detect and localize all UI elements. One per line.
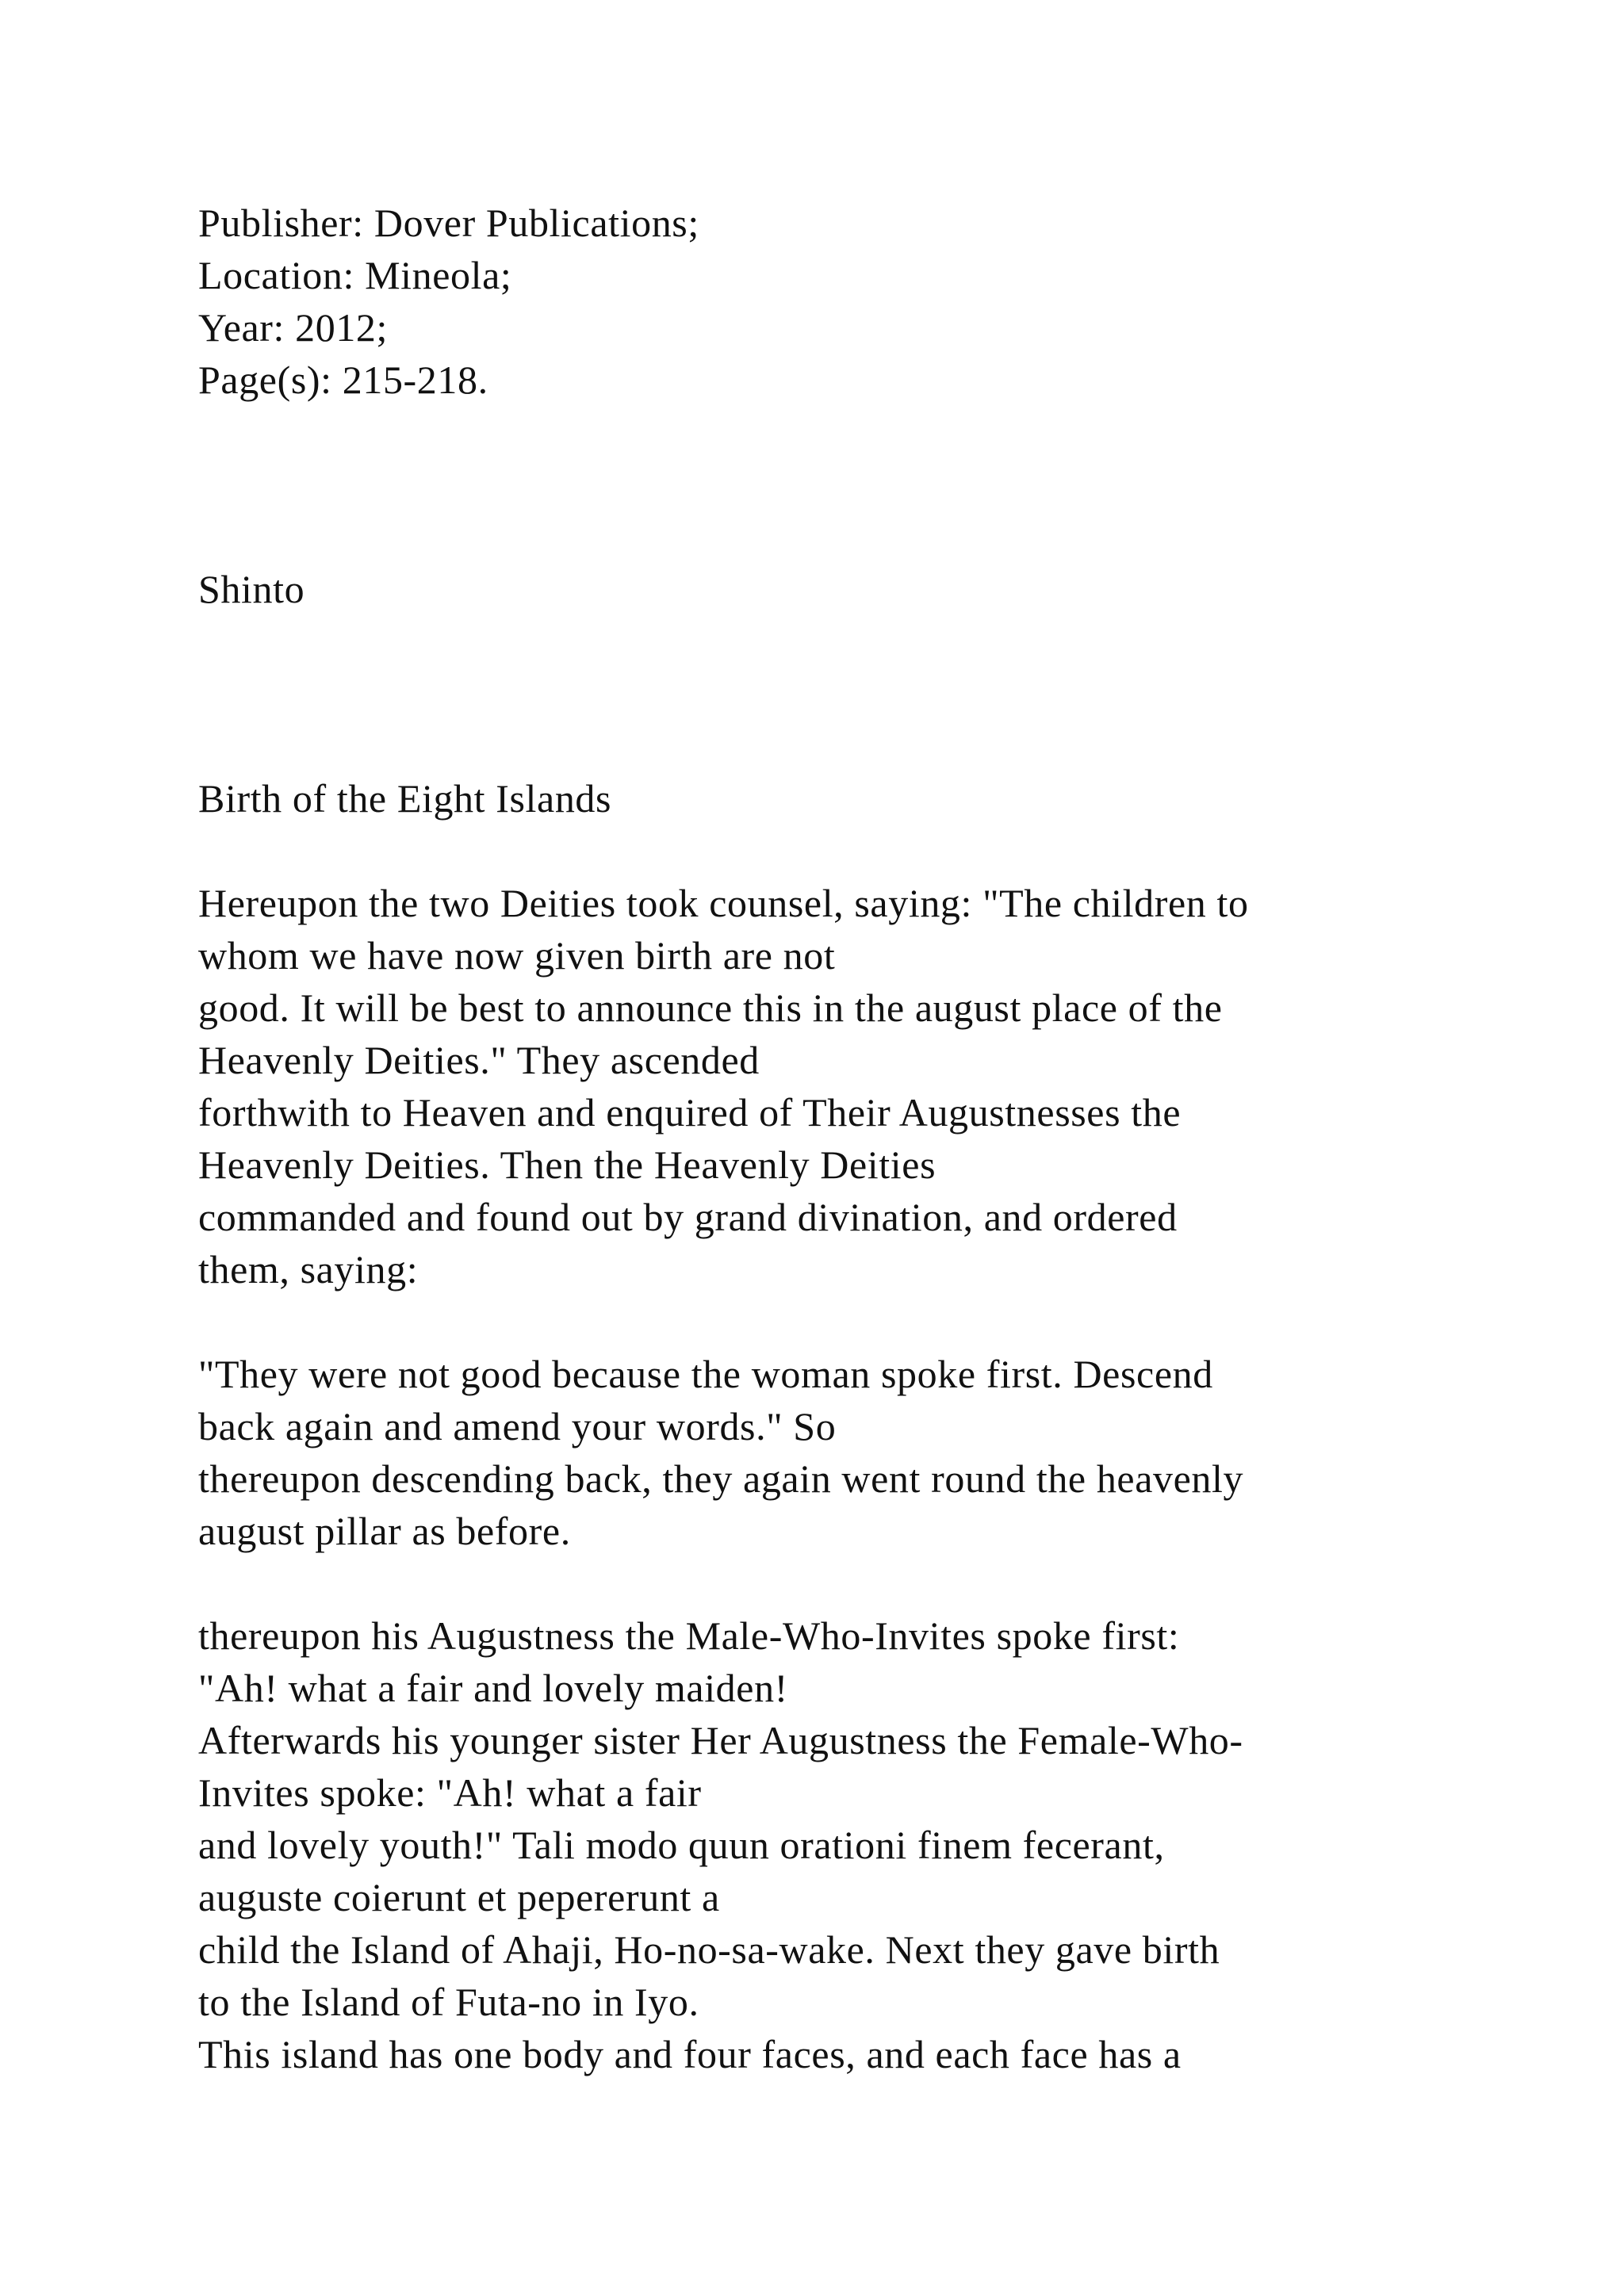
paragraph-3-line-4: Invites spoke: "Ah! what a fair <box>198 1770 702 1815</box>
paragraph-1-line-4: Heavenly Deities." They ascended <box>198 1038 760 1082</box>
paragraph-3-line-6: auguste coierunt et pepererunt a <box>198 1875 720 1919</box>
paragraph-2-line-4: august pillar as before. <box>198 1509 571 1553</box>
paragraph-3-line-3: Afterwards his younger sister Her Augustness the Female-Who- <box>198 1718 1243 1762</box>
chapter-title: Birth of the Eight Islands <box>198 776 612 821</box>
paragraph-3-line-2: "Ah! what a fair and lovely maiden! <box>198 1666 788 1710</box>
citation-pages: Page(s): 215-218. <box>198 358 488 402</box>
paragraph-1-line-6: Heavenly Deities. Then the Heavenly Deities <box>198 1142 936 1187</box>
citation-year: Year: 2012; <box>198 305 389 350</box>
paragraph-1-line-8: them, saying: <box>198 1247 419 1292</box>
paragraph-1-line-3: good. It will be best to announce this in the august place of the <box>198 985 1223 1030</box>
section-title: Shinto <box>198 567 305 611</box>
paragraph-2-line-1: "They were not good because the woman spoke first. Descend <box>198 1352 1213 1396</box>
paragraph-3-line-8: to the Island of Futa-no in Iyo. <box>198 1980 699 2024</box>
paragraph-3-line-7: child the Island of Ahaji, Ho-no-sa-wake. Next they gave birth <box>198 1927 1220 1972</box>
paragraph-1-line-1: Hereupon the two Deities took counsel, saying: "The children to <box>198 881 1249 925</box>
paragraph-1-line-5: forthwith to Heaven and enquired of Their Augustnesses the <box>198 1090 1182 1135</box>
paragraph-2-line-3: thereupon descending back, they again went round the heavenly <box>198 1456 1244 1501</box>
paragraph-2-line-2: back again and amend your words." So <box>198 1404 837 1448</box>
paragraph-3-line-9: This island has one body and four faces, and each face has a <box>198 2032 1182 2076</box>
citation-location: Location: Mineola; <box>198 253 512 297</box>
paragraph-3-line-1: thereupon his Augustness the Male-Who-Invites spoke first: <box>198 1613 1180 1658</box>
paragraph-3-line-5: and lovely youth!" Tali modo quun orationi finem fecerant, <box>198 1823 1165 1867</box>
paragraph-1-line-7: commanded and found out by grand divination, and ordered <box>198 1195 1178 1239</box>
paragraph-1-line-2: whom we have now given birth are not <box>198 933 836 978</box>
citation-publisher: Publisher: Dover Publications; <box>198 201 699 245</box>
